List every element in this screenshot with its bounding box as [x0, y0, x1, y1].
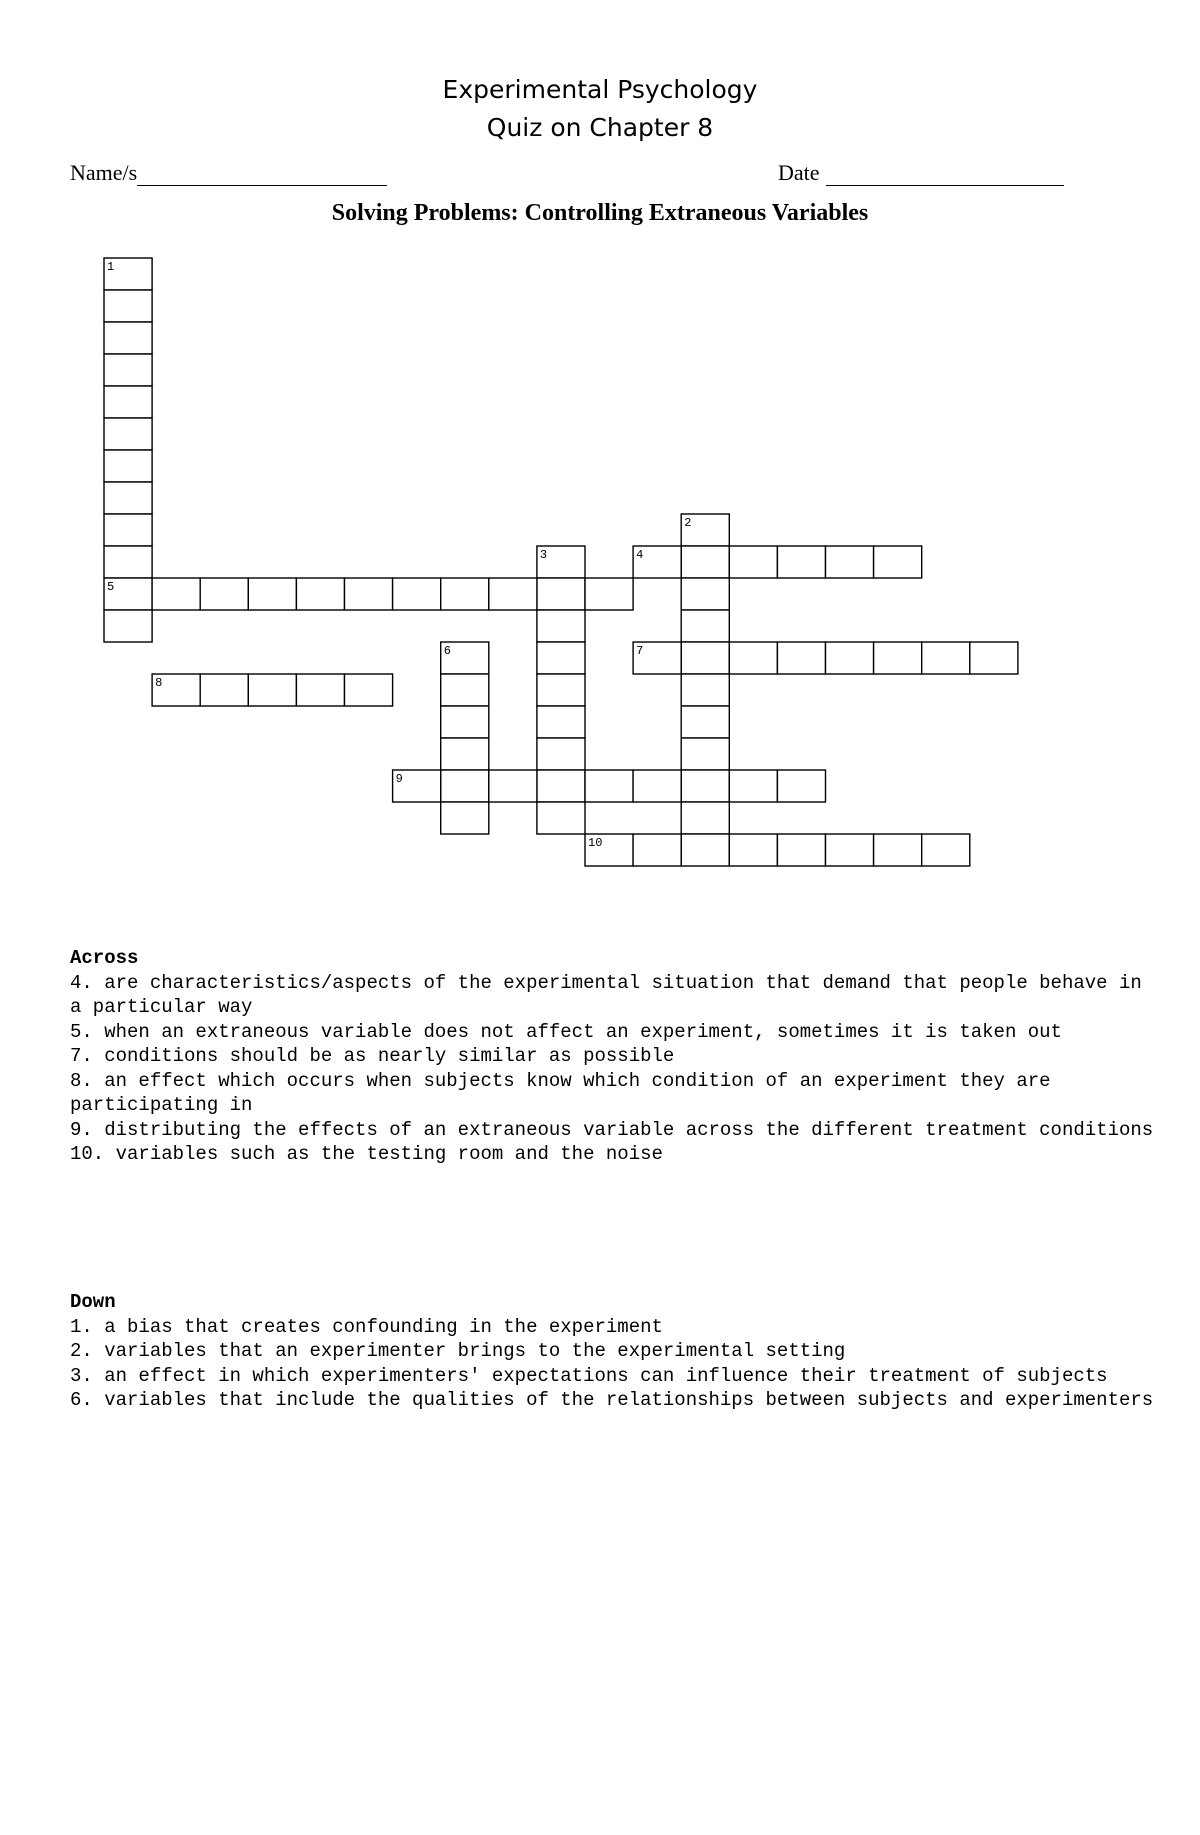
- crossword-cell[interactable]: [777, 546, 825, 578]
- crossword-cell[interactable]: [633, 834, 681, 866]
- crossword-cell[interactable]: [826, 546, 874, 578]
- crossword-cell[interactable]: [922, 642, 970, 674]
- crossword-cell[interactable]: [777, 834, 825, 866]
- crossword-cell[interactable]: [777, 642, 825, 674]
- crossword-cell[interactable]: [681, 770, 729, 802]
- crossword-cell[interactable]: [296, 578, 344, 610]
- crossword-cell[interactable]: [874, 642, 922, 674]
- across-heading: Across: [70, 947, 139, 969]
- crossword-cell[interactable]: [441, 802, 489, 834]
- crossword-cell[interactable]: [537, 610, 585, 642]
- clue-number-label: 7: [636, 644, 644, 658]
- clue-item: 2. variables that an experimenter brings to the experimental setting: [70, 1340, 846, 1362]
- crossword-cell[interactable]: [922, 834, 970, 866]
- crossword-cell[interactable]: [296, 674, 344, 706]
- crossword-cell[interactable]: [441, 674, 489, 706]
- crossword-cell[interactable]: [681, 578, 729, 610]
- crossword-cell[interactable]: [681, 546, 729, 578]
- crossword-cell[interactable]: [633, 770, 681, 802]
- crossword-cell[interactable]: [585, 770, 633, 802]
- crossword-cell[interactable]: [104, 418, 152, 450]
- clue-item: 3. an effect in which experimenters' expectations can influence their treatment of subjects: [70, 1364, 1108, 1387]
- clue-number-label: 8: [155, 676, 163, 690]
- clue-number-label: 1: [107, 260, 115, 274]
- crossword-cell[interactable]: [200, 674, 248, 706]
- crossword-cell[interactable]: [681, 738, 729, 770]
- clue-number-label: 6: [443, 644, 451, 658]
- clue-item: 6. variables that include the qualities of the relationships between subjects and experimenters: [70, 1389, 1154, 1411]
- clue-item: 4. are characteristics/aspects of the experimental situation that demand that people behave in a particular way: [70, 971, 1142, 1018]
- crossword-cell[interactable]: [681, 674, 729, 706]
- crossword-subtitle: Solving Problems: Controlling Extraneous Variables: [331, 200, 869, 226]
- crossword-cell[interactable]: [729, 642, 777, 674]
- crossword-cell[interactable]: [104, 354, 152, 386]
- crossword-cell[interactable]: [441, 738, 489, 770]
- crossword-cell[interactable]: [104, 546, 152, 578]
- crossword-cell[interactable]: [537, 770, 585, 802]
- clue-item: 8. an effect which occurs when subjects know which condition of an experiment they are participating in: [70, 1069, 1051, 1116]
- crossword-cell[interactable]: [345, 578, 393, 610]
- crossword-cell[interactable]: [826, 834, 874, 866]
- crossword-cell[interactable]: [874, 834, 922, 866]
- crossword-cell[interactable]: [393, 578, 441, 610]
- crossword-cell[interactable]: [777, 770, 825, 802]
- clue-number-label: 4: [636, 548, 644, 562]
- clue-number-label: 3: [539, 548, 548, 562]
- crossword-cell[interactable]: [104, 322, 152, 354]
- down-clues: [70, 1290, 1160, 1413]
- date-label: Date: [778, 160, 820, 185]
- crossword-cell[interactable]: [681, 834, 729, 866]
- crossword-cell[interactable]: [104, 290, 152, 322]
- crossword-cell[interactable]: [729, 834, 777, 866]
- crossword-cell[interactable]: [537, 578, 585, 610]
- page-title: Experimental Psychology: [442, 75, 758, 104]
- clue-number-label: 10: [588, 836, 603, 850]
- crossword-cell[interactable]: [104, 610, 152, 642]
- down-heading: Down: [70, 1291, 116, 1313]
- crossword-cell[interactable]: [104, 450, 152, 482]
- crossword-cell[interactable]: [585, 578, 633, 610]
- crossword-cell[interactable]: [826, 642, 874, 674]
- crossword-cell[interactable]: [200, 578, 248, 610]
- crossword-cell[interactable]: [441, 706, 489, 738]
- crossword-cell[interactable]: [537, 706, 585, 738]
- crossword-cell[interactable]: [681, 642, 729, 674]
- crossword-cell[interactable]: [489, 578, 537, 610]
- crossword-cell[interactable]: [345, 674, 393, 706]
- crossword-cell[interactable]: [152, 578, 200, 610]
- crossword-cell[interactable]: [248, 674, 296, 706]
- crossword-cell[interactable]: [681, 802, 729, 834]
- clue-item: 9. distributing the effects of an extraneous variable across the different treatment conditions: [70, 1118, 1154, 1141]
- across-clues: [70, 946, 1160, 1167]
- clue-item: 10. variables such as the testing room and the noise: [70, 1143, 663, 1165]
- crossword-cell[interactable]: [104, 514, 152, 546]
- crossword-cell[interactable]: [681, 706, 729, 738]
- crossword-cell[interactable]: [970, 642, 1018, 674]
- clue-number-label: 5: [107, 580, 115, 594]
- crossword-cell[interactable]: [729, 546, 777, 578]
- crossword-cell[interactable]: [248, 578, 296, 610]
- name-label: Name/s: [70, 160, 138, 185]
- crossword-cell[interactable]: [441, 770, 489, 802]
- crossword-cell[interactable]: [874, 546, 922, 578]
- crossword-grid[interactable]: [0, 0, 1200, 900]
- crossword-cell[interactable]: [537, 738, 585, 770]
- crossword-cell[interactable]: [489, 770, 537, 802]
- crossword-cell[interactable]: [681, 610, 729, 642]
- clue-item: 5. when an extraneous variable does not affect an experiment, sometimes it is taken out: [70, 1020, 1062, 1043]
- crossword-cell[interactable]: [441, 578, 489, 610]
- crossword-cell[interactable]: [104, 482, 152, 514]
- crossword-cell[interactable]: [537, 674, 585, 706]
- clue-item: 7. conditions should be as nearly similar as possible: [70, 1045, 675, 1067]
- clue-number-label: 9: [395, 772, 403, 786]
- page-subtitle-quiz: Quiz on Chapter 8: [486, 113, 714, 142]
- clue-number-label: 2: [684, 516, 692, 530]
- crossword-cell[interactable]: [104, 386, 152, 418]
- crossword-cell[interactable]: [537, 802, 585, 834]
- clue-item: 1. a bias that creates confounding in the experiment: [70, 1315, 663, 1338]
- crossword-cell[interactable]: [729, 770, 777, 802]
- crossword-cell[interactable]: [537, 642, 585, 674]
